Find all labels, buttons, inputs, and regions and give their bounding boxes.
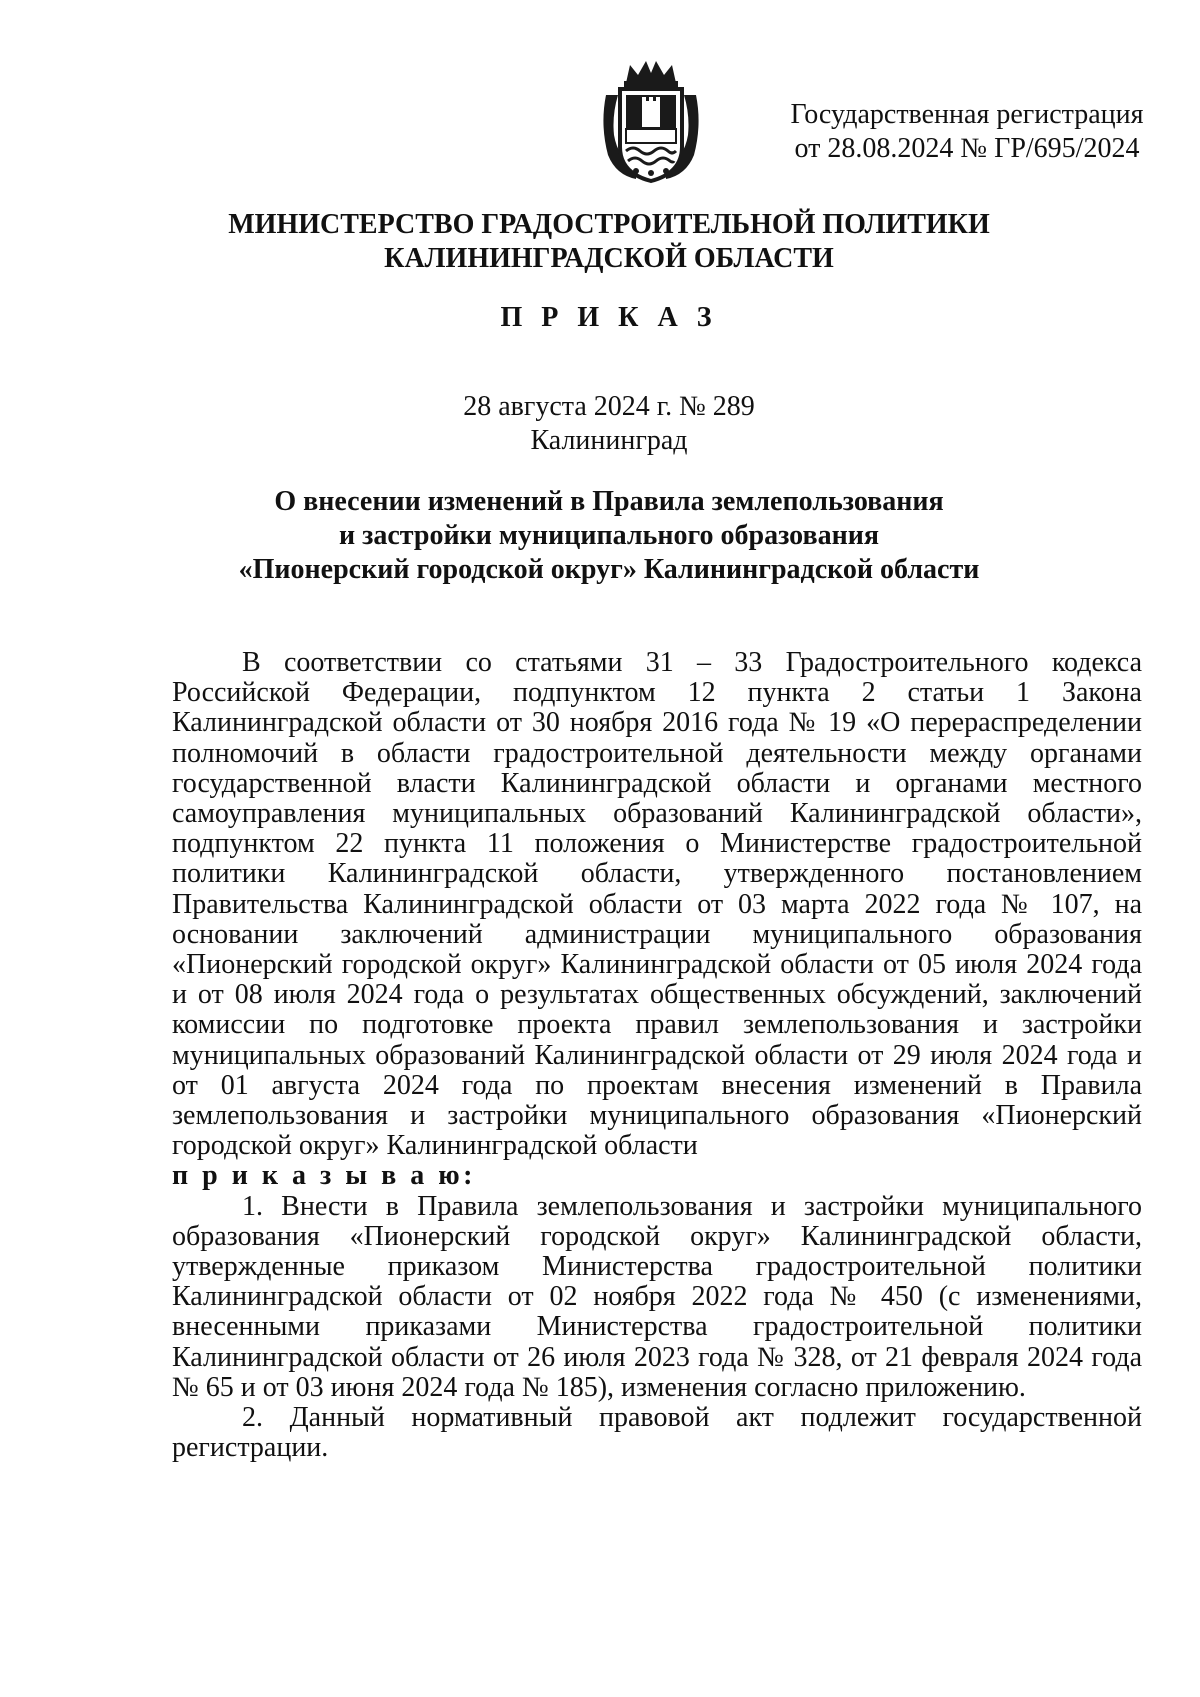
item-1-paragraph: 1. Внести в Правила землепользования и застройки муниципального образования «Пионерский городской округ» Калининградской области, утвержденные приказом Министерства градостроительной политики Калининградской области от 02 ноября 2022 года № 450 (с изменениями, внесенными приказами Министерства градостроительной политики Калининградской области от 26 июля 2023 года № 328, от 21 февраля 2024 года № 65 и от 03 июня 2024 года № 185), изменения согласно приложению.: [172, 1190, 1142, 1403]
subject-line-2: и застройки муниципального образования: [338, 520, 880, 551]
subject-line-1: О внесении изменений в Правила землепользования: [274, 486, 944, 517]
registration-line-1: Государственная регистрация: [790, 99, 1144, 130]
kaliningrad-coat-of-arms-icon: [596, 55, 706, 185]
item-2-paragraph: 2. Данный нормативный правовой акт подлежит государственной регистрации.: [172, 1402, 1142, 1464]
subject-line-3: «Пионерский городской округ» Калининградской области: [238, 554, 980, 585]
order-word: п р и к а з ы в а ю:: [172, 1160, 476, 1192]
order-city: Калининград: [530, 425, 688, 456]
order-date-block: [150, 390, 1068, 458]
order-word-paragraph: [172, 1161, 1142, 1191]
ministry-line-2: КАЛИНИНГРАДСКОЙ ОБЛАСТИ: [384, 243, 834, 274]
ministry-line-1: МИНИСТЕРСТВО ГРАДОСТРОИТЕЛЬНОЙ ПОЛИТИКИ: [228, 209, 990, 240]
order-subject: [150, 485, 1068, 587]
order-body: [172, 648, 1142, 1463]
ministry-name: [150, 208, 1068, 276]
state-registration-stamp: [782, 98, 1152, 166]
preamble-paragraph: В соответствии со статьями 31 – 33 Градостроительного кодекса Российской Федерации, подпунктом 12 пункта 2 статьи 1 Закона Калининградской области от 30 ноября 2016 года № 19 «О перераспределении полномочий в области градостроительной деятельности между органами государственной власти Калининградской области и органами местного самоуправления муниципальных образований Калининградской области», подпунктом 22 пункта 11 положения о Министерстве градостроительной политики Калининградской области, утвержденного постановлением Правительства Калининградской области от 03 марта 2022 года № 107, на основании заключений администрации муниципального образования «Пионерский городской округ» Калининградской области от 05 июля 2024 года и от 08 июля 2024 года о результатах общественных обсуждений, заключений комиссии по подготовке проекта правил землепользования и застройки муниципальных образований Калининградской области от 29 июля 2024 года и от 01 августа 2024 года по проектам внесения изменений в Правила землепользования и застройки муниципального образования «Пионерский городской округ» Калининградской области: [172, 647, 1142, 1162]
registration-line-2: от 28.08.2024 № ГР/695/2024: [794, 133, 1140, 164]
document-type-title: П Р И К А З: [500, 302, 718, 333]
order-date-number: 28 августа 2024 г. № 289: [463, 391, 755, 422]
